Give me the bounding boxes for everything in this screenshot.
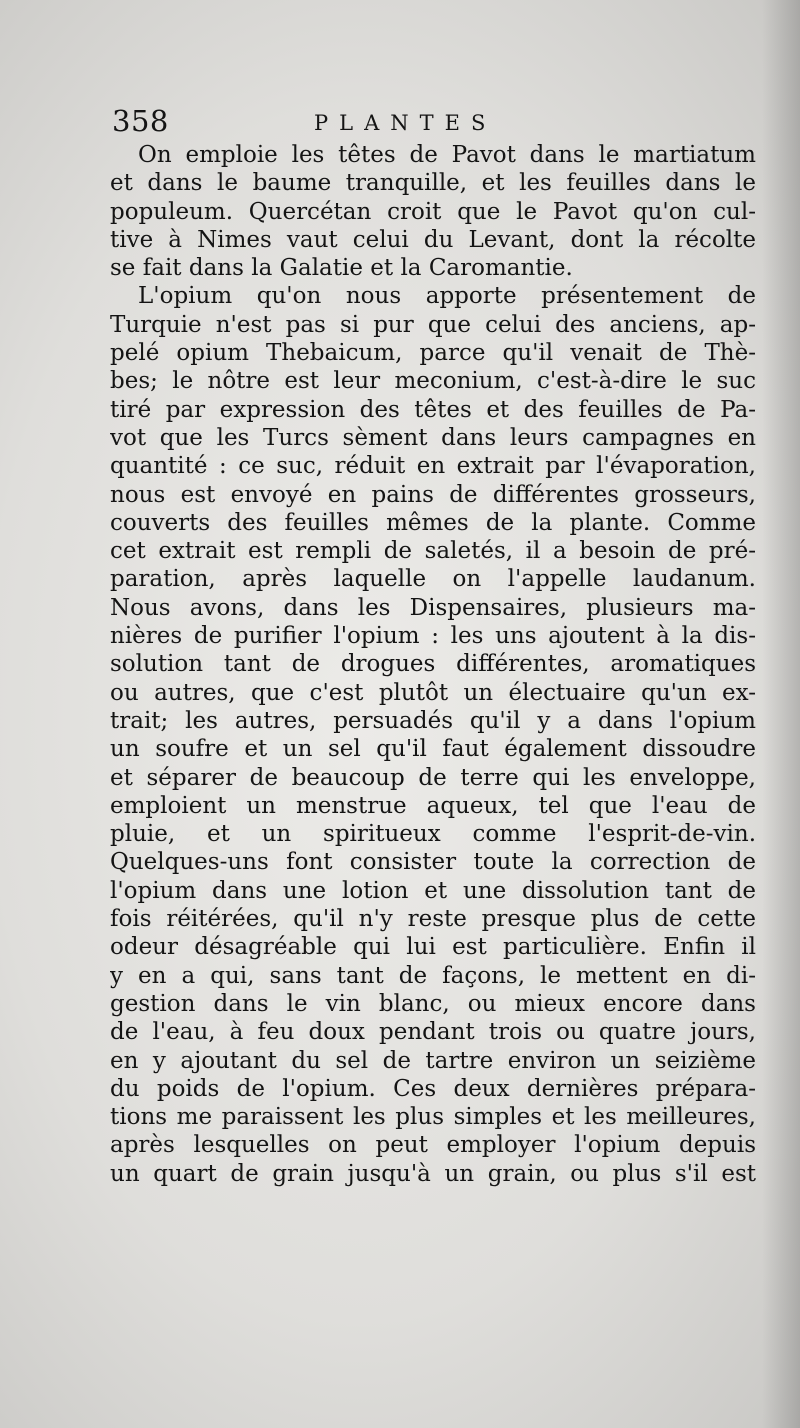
text-line: On emploie les têtes de Pavot dans le martiatum (138, 142, 756, 168)
text-line: ou autres, que c'est plutôt un électuaire qu'un ex- (110, 679, 756, 706)
text-line: nous est envoyé en pains de différentes grosseurs, (110, 481, 756, 508)
text-line: emploient un menstrue aqueux, tel que l'eau de (110, 792, 756, 819)
text-line: bes; le nôtre est leur meconium, c'est-à-dire le suc (110, 368, 756, 395)
text-line: Quelques-uns font consister toute la correction de (110, 849, 756, 876)
text-line: pluie, et un spiritueux comme l'esprit-de-vin. (110, 821, 756, 848)
text-line: quantité : ce suc, réduit en extrait par l'évaporation, (110, 453, 756, 480)
text-line: solution tant de drogues différentes, aromatiques (110, 651, 756, 678)
text-line: un soufre et un sel qu'il faut également dissoudre (110, 736, 756, 763)
text-line: odeur désagréable qui lui est particulière. Enfin il (110, 934, 756, 961)
text-line: vot que les Turcs sèment dans leurs campagnes en (110, 424, 756, 451)
text-line: Turquie n'est pas si pur que celui des anciens, ap- (110, 311, 756, 338)
text-line: de l'eau, à feu doux pendant trois ou quatre jours, (110, 1019, 756, 1046)
text-line: trait; les autres, persuadés qu'il y a dans l'opium (110, 707, 756, 734)
text-line: pelé opium Thebaicum, parce qu'il venait de Thè- (110, 340, 756, 367)
text-line: et dans le baume tranquille, et les feuilles dans le (110, 170, 756, 197)
text-line: l'opium dans une lotion et une dissolution tant de (110, 877, 756, 904)
text-line: couverts des feuilles mêmes de la plante. Comme (110, 509, 756, 536)
text-line: tions me paraissent les plus simples et les meilleures, (110, 1104, 756, 1131)
text-line: un quart de grain jusqu'à un grain, ou plus s'il est (110, 1160, 756, 1187)
text-line: du poids de l'opium. Ces deux dernières prépara- (110, 1075, 756, 1102)
text-line: Nous avons, dans les Dispensaires, plusieurs ma- (110, 594, 756, 621)
page-header (112, 104, 672, 144)
text-line: se fait dans la Galatie et la Caromantie. (110, 255, 573, 282)
text-line: cet extrait est rempli de saletés, il a besoin de pré- (110, 538, 756, 565)
text-line: et séparer de beaucoup de terre qui les enveloppe, (110, 764, 756, 791)
page-body-text (110, 141, 756, 1188)
text-line: paration, après laquelle on l'appelle laudanum. (110, 566, 756, 593)
page-number: 358 (112, 104, 169, 138)
text-line: tiré par expression des têtes et des feuilles de Pa- (110, 396, 756, 423)
text-line: fois réitérées, qu'il n'y reste presque plus de cette (110, 906, 756, 933)
page-edge-shadow (762, 0, 800, 1428)
text-line: tive à Nimes vaut celui du Levant, dont la récolte (110, 226, 756, 253)
text-line: L'opium qu'on nous apporte présentement de (138, 283, 756, 310)
text-line: y en a qui, sans tant de façons, le mettent en di- (110, 962, 756, 989)
running-title: PLANTES (314, 111, 497, 135)
text-line: après lesquelles on peut employer l'opium depuis (110, 1132, 756, 1159)
text-line: nières de purifier l'opium : les uns ajoutent à la dis- (110, 623, 756, 650)
text-line: populeum. Quercétan croit que le Pavot qu'on cul- (110, 198, 756, 225)
text-line: en y ajoutant du sel de tartre environ un seizième (110, 1047, 756, 1074)
text-line: gestion dans le vin blanc, ou mieux encore dans (110, 990, 756, 1017)
